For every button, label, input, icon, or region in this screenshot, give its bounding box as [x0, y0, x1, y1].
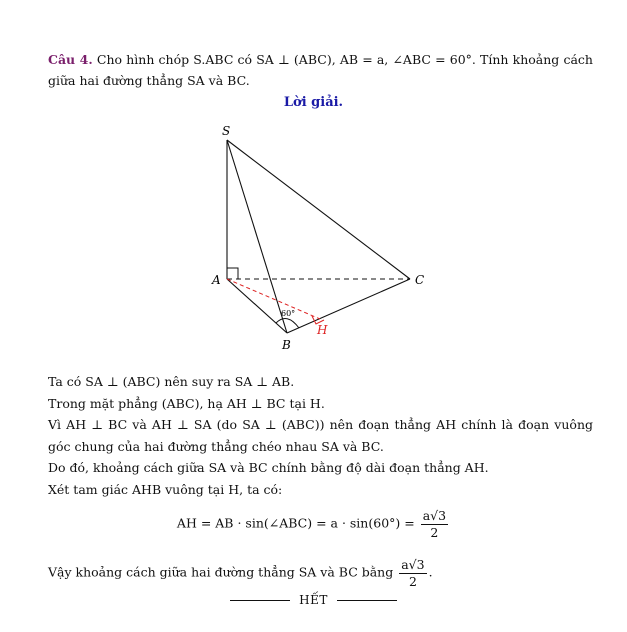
label-H: H — [317, 323, 328, 337]
solution-line: Do đó, khoảng cách giữa SA và BC chính bằng độ dài đoạn thẳng AH. — [48, 460, 489, 475]
equation-fraction — [421, 508, 448, 540]
conclusion-suffix: . — [428, 564, 433, 580]
conclusion — [48, 557, 433, 589]
solution-line: Ta có SA ⊥ (ABC) nên suy ra SA ⊥ AB. — [48, 374, 295, 389]
label-S: S — [222, 124, 231, 138]
label-B: B — [282, 338, 291, 352]
end-text: HẾT — [299, 593, 328, 607]
label-C: C — [415, 273, 425, 287]
end-marker — [0, 593, 627, 607]
conclusion-fraction — [399, 557, 426, 589]
solution-line: Vì AH ⊥ BC và AH ⊥ SA (do SA ⊥ (ABC)) nên đoạn thẳng AH chính là đoạn vuông góc chung của hai đường thẳng chéo nhau SA và BC. — [48, 417, 593, 454]
question-label: Câu 4. — [48, 52, 93, 67]
solution-body — [48, 371, 593, 500]
angle-label: 60° — [281, 309, 296, 318]
main-equation — [0, 508, 627, 540]
edge-BC — [287, 279, 410, 333]
right-angle-mark-A — [227, 268, 238, 279]
conclusion-text: Vậy khoảng cách giữa hai đường thẳng SA và BC bằng — [48, 564, 394, 580]
end-rule-right — [337, 600, 397, 601]
edge-AB — [227, 279, 287, 333]
edge-SC — [227, 140, 410, 279]
fraction-denominator: 2 — [408, 574, 417, 589]
edge-SB — [227, 140, 287, 333]
solution-line: Xét tam giác AHB vuông tại H, ta có: — [48, 481, 283, 497]
solution-line: Trong mặt phẳng (ABC), hạ AH ⊥ BC tại H. — [48, 395, 325, 411]
fraction-numerator: a√3 — [422, 508, 447, 523]
fraction-numerator: a√3 — [401, 557, 425, 572]
label-A: A — [212, 273, 221, 287]
segment-AH — [227, 279, 320, 319]
end-rule-left — [230, 600, 290, 601]
question-body: Cho hình chóp S.ABC có SA ⊥ (ABC), AB = a, ∠ABC = 60°. Tính khoảng cách giữa hai đường thẳng SA và BC. — [48, 52, 593, 88]
fraction-denominator: 2 — [430, 525, 439, 540]
equation-lhs: AH = AB · sin(∠ABC) = a · sin(60°) = — [176, 515, 415, 531]
solution-heading: Lời giải. — [283, 95, 344, 110]
